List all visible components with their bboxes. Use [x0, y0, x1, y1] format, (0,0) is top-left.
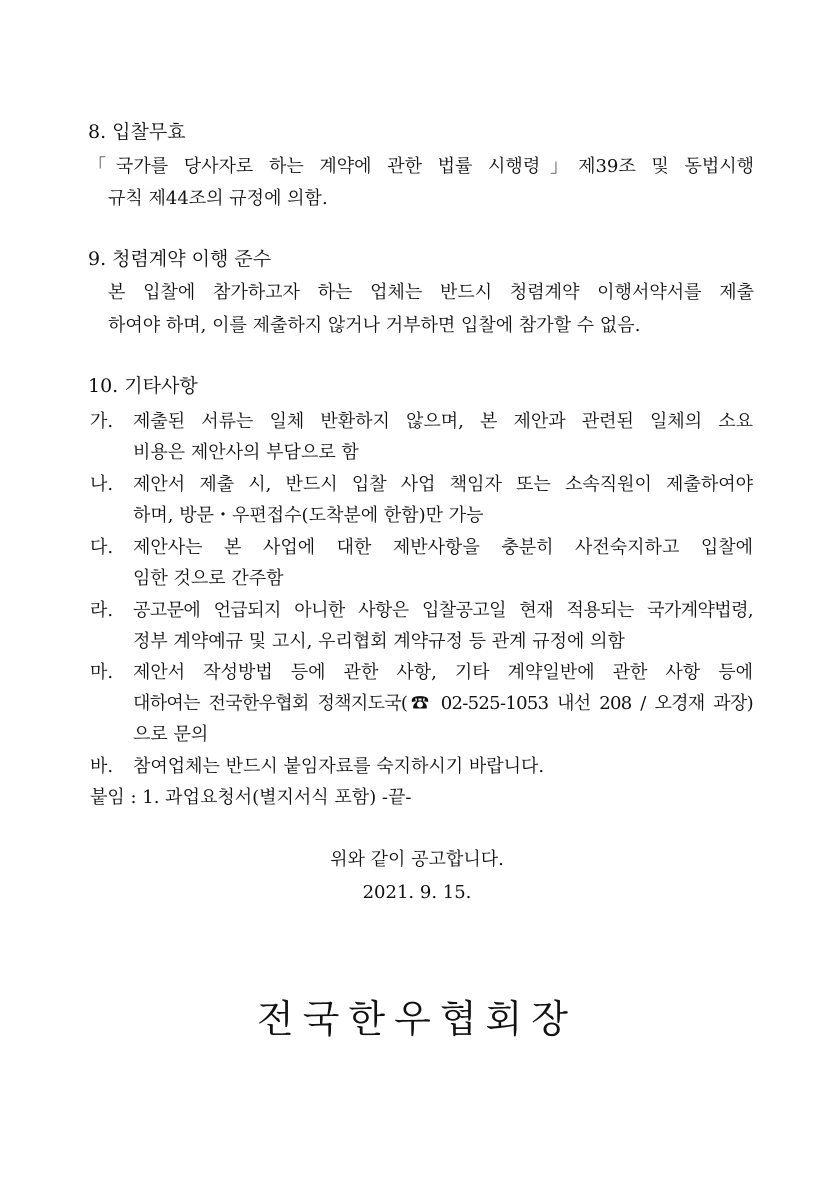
list-item-line: 임한 것으로 간주함	[133, 568, 284, 589]
list-item-line: 제안사는 본 사업에 대한 제반사항을 충분히 사전숙지하고 입찰에	[133, 537, 753, 558]
list-item-label: 바.	[90, 756, 114, 777]
list-item-label: 마.	[90, 662, 114, 683]
list-item-line: 정부 계약예규 및 고시, 우리협회 계약규정 등 관계 규정에 의함	[133, 631, 625, 652]
list-item-line: 참여업체는 반드시 붙임자료를 숙지하시기 바랍니다.	[133, 756, 545, 777]
section-9-line-1: 본 입찰에 참가하고자 하는 업체는 반드시 청렴계약 이행서약서를 제출	[108, 282, 754, 303]
attachment-note: 붙임 : 1. 과업요청서(별지서식 포함) -끝-	[90, 787, 412, 808]
list-item-line: 비용은 제안사의 부담으로 함	[133, 442, 359, 463]
list-item-label: 가.	[90, 411, 114, 432]
list-item-label: 나.	[90, 474, 114, 495]
list-item-line: 하며, 방문・우편접수(도착분에 한함)만 가능	[133, 505, 484, 526]
issuer-name: 전국한우협회장	[257, 997, 577, 1041]
section-10-title: 10. 기타사항	[88, 375, 198, 397]
section-9-line-2: 하여야 하며, 이를 제출하지 않거나 거부하면 입찰에 참가할 수 없음.	[108, 315, 641, 336]
list-item-line: 제출된 서류는 일체 반환하지 않으며, 본 제안과 관련된 일체의 소요	[133, 411, 753, 432]
list-item-label: 라.	[90, 600, 114, 621]
section-9-title: 9. 청렴계약 이행 준수	[88, 248, 272, 270]
section-8-line-1: 「국가를 당사자로 하는 계약에 관한 법률 시행령」제39조 및 동법시행	[88, 156, 754, 177]
list-item-line: 공고문에 언급되지 아니한 사항은 입찰공고일 현재 적용되는 국가계약법령,	[133, 600, 753, 621]
notice-text: 위와 같이 공고합니다.	[330, 849, 504, 870]
notice-date: 2021. 9. 15.	[362, 882, 472, 903]
list-item-line: 대하여는 전국한우협회 정책지도국(☎ 02-525-1053 내선 208 / 오경재 과장)	[133, 693, 753, 714]
list-item-line: 제안서 제출 시, 반드시 입찰 사업 책임자 또는 소속직원이 제출하여야	[133, 474, 753, 495]
section-8-title: 8. 입찰무효	[88, 121, 186, 143]
section-8-line-2: 규칙 제44조의 규정에 의함.	[108, 188, 328, 209]
list-item-line: 제안서 작성방법 등에 관한 사항, 기타 계약일반에 관한 사항 등에	[133, 662, 753, 683]
list-item-line: 으로 문의	[133, 724, 209, 745]
list-item-label: 다.	[90, 537, 114, 558]
